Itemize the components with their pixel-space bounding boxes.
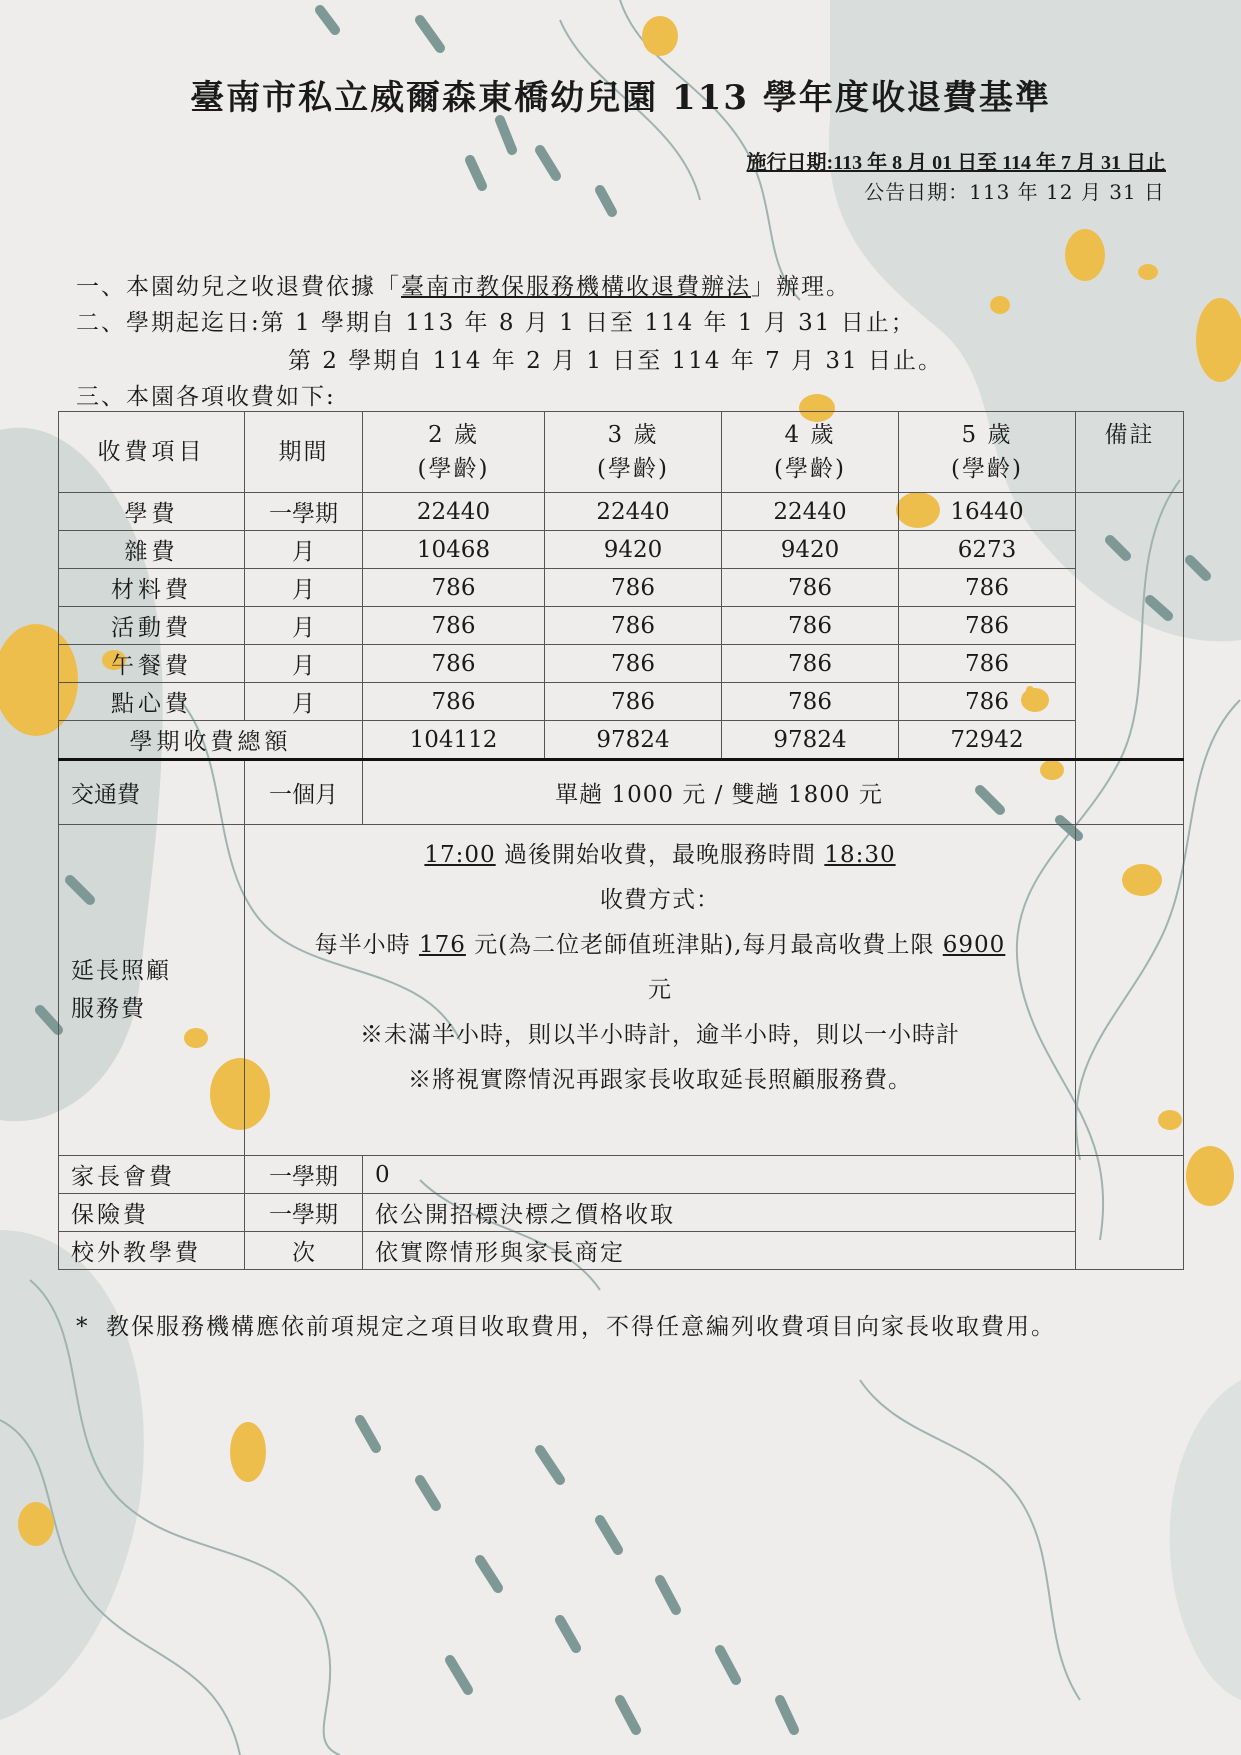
- paragraph-2-line-2: 第 2 學期自 114 年 2 月 1 日至 114 年 7 月 31 日止。: [288, 348, 943, 374]
- footnote-mark: *: [76, 1314, 90, 1340]
- extended-note-2: ※將視實際情況再跟家長收取延長照顧服務費。: [408, 1067, 912, 1093]
- note-cell: [1076, 493, 1184, 531]
- footnote: [76, 1308, 1166, 1346]
- regulation-name: 臺南市教保服務機構收退費辦法: [401, 274, 751, 300]
- header-age-3: 3 歲 (學齡): [545, 412, 722, 493]
- misc-row: 保險費 一學期 依公開招標決標之價格收取: [59, 1194, 1184, 1232]
- note-cell: [1076, 721, 1184, 760]
- misc-row: 家長會費 一學期 0: [59, 1156, 1184, 1194]
- extended-start-line: 17:00 過後開始收費，最晚服務時間 18:30: [424, 842, 896, 868]
- footnote-text: 教保服務機構應依前項規定之項目收取費用，不得任意編列收費項目向家長收取費用。: [106, 1314, 1056, 1340]
- document-title: 臺南市私立威爾森東橋幼兒園 113 學年度收退費基準: [190, 78, 1051, 118]
- note-cell: [1076, 607, 1184, 645]
- extended-cap-unit: 元: [648, 977, 672, 1003]
- announcement-date: 公告日期：113 年 12 月 31 日: [864, 180, 1165, 204]
- table-row: 午餐費 月 786 786 786 786: [59, 645, 1184, 683]
- table-row: 雜費 月 10468 9420 9420 6273: [59, 531, 1184, 569]
- table-total-row: 學期收費總額 104112 97824 97824 72942: [59, 721, 1184, 760]
- note-cell: [1076, 531, 1184, 569]
- note-cell: [1076, 683, 1184, 721]
- total-label: 學期收費總額: [59, 721, 363, 760]
- effective-date: 施行日期:113 年 8 月 01 日至 114 年 7 月 31 日止: [746, 152, 1166, 174]
- note-cell: [1076, 1156, 1184, 1194]
- extended-method: 收費方式：: [600, 887, 720, 913]
- note-cell: [1076, 1232, 1184, 1270]
- transport-item: 交通費: [59, 760, 245, 825]
- note-cell: [1076, 1194, 1184, 1232]
- transport-period: 一個月: [245, 760, 363, 825]
- table-row: 點心費 月 786 786 786 786: [59, 683, 1184, 721]
- note-cell: [1076, 760, 1184, 825]
- extended-care-details: [245, 825, 1076, 1156]
- header-item: 收費項目: [59, 412, 245, 493]
- transport-row: [59, 760, 1184, 825]
- paragraph-3: 三、本園各項收費如下:: [76, 384, 336, 410]
- header-age-2: 2 歲 (學齡): [363, 412, 545, 493]
- note-cell: [1076, 645, 1184, 683]
- header-period: 期間: [245, 412, 363, 493]
- table-row: 材料費 月 786 786 786 786: [59, 569, 1184, 607]
- paragraph-2-line-1: 二、學期起迄日:第 1 學期自 113 年 8 月 1 日至 114 年 1 月 31 日止；: [76, 310, 916, 336]
- header-age-4: 4 歲 (學齡): [722, 412, 899, 493]
- misc-row: 校外教學費 次 依實際情形與家長商定: [59, 1232, 1184, 1270]
- table-row: 學費 一學期 22440 22440 22440 16440: [59, 493, 1184, 531]
- extended-care-item: 延長照顧 服務費: [59, 825, 245, 1156]
- transport-value: 單趟 1000 元 / 雙趟 1800 元: [363, 760, 1076, 825]
- table-header-row: [59, 412, 1184, 493]
- fee-table: [58, 411, 1184, 1270]
- table-row: 活動費 月 786 786 786 786: [59, 607, 1184, 645]
- note-cell: [1076, 825, 1184, 1156]
- extended-note-1: ※未滿半小時，則以半小時計，逾半小時，則以一小時計: [360, 1022, 960, 1048]
- header-age-5: 5 歲 (學齡): [899, 412, 1076, 493]
- extended-care-row: [59, 825, 1184, 1156]
- paragraph-1: [76, 268, 851, 301]
- para1-suffix: 」辦理。: [751, 274, 851, 300]
- note-cell: [1076, 569, 1184, 607]
- para1-prefix: 一、本園幼兒之收退費依據「: [76, 274, 401, 300]
- header-note: 備註: [1076, 412, 1184, 493]
- extended-rate-line: 每半小時 176 元(為二位老師值班津貼),每月最高收費上限 6900: [314, 932, 1006, 958]
